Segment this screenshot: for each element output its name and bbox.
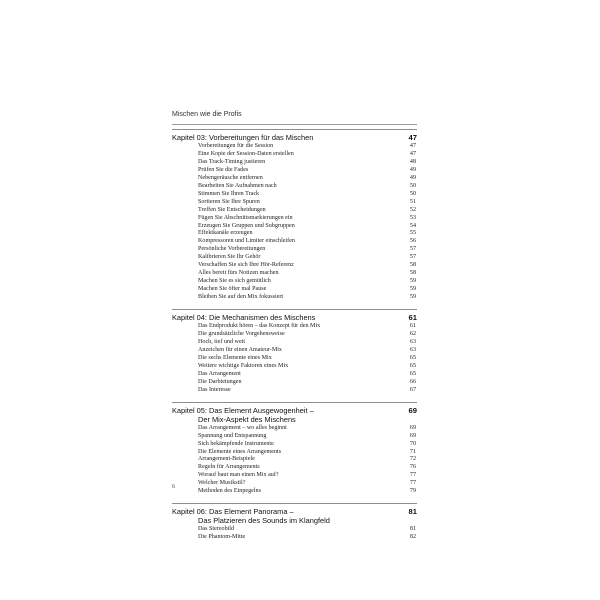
- header-rule: [172, 124, 417, 125]
- toc-entry[interactable]: [172, 488, 417, 496]
- toc-entry-page: 71: [409, 448, 416, 455]
- toc-entry[interactable]: [172, 151, 417, 159]
- toc-entry-label: Worauf baut man einen Mix auf?: [198, 472, 279, 479]
- chapter-divider: [172, 402, 417, 403]
- toc-entry-page: 65: [409, 354, 416, 361]
- toc-entry-label: Bleiben Sie auf den Mix fokussiert: [198, 294, 284, 301]
- toc-entry-page: 47: [409, 150, 416, 157]
- toc-entry-label: Das Endprodukt hören – das Konzept für den Mix: [198, 323, 321, 330]
- toc-entry[interactable]: [172, 294, 417, 302]
- chapter-title: Kapitel 05: Das Element Ausgewogenheit –: [172, 405, 314, 415]
- toc-entry-label: Kompressoren und Limiter einschleifen: [198, 238, 295, 245]
- toc-entry-page: 65: [409, 370, 416, 377]
- toc-entry[interactable]: [172, 449, 417, 457]
- toc-entry-page: 82: [409, 534, 416, 541]
- toc-entry-label: Alles bereit fürs Notizen machen: [198, 270, 279, 277]
- toc-entry-page: 77: [409, 472, 416, 479]
- toc-entry-page: 66: [409, 378, 416, 385]
- toc-entry-label: Hoch, tief und weit: [198, 338, 246, 345]
- toc-entry[interactable]: [172, 441, 417, 449]
- toc-entry-page: 57: [409, 254, 416, 261]
- toc-entry-page: 51: [409, 198, 416, 205]
- toc-entry-label: Methoden des Einpegelns: [198, 488, 261, 495]
- section-list: [172, 425, 417, 497]
- chapter-title: Kapitel 03: Vorbereitungen für das Mischen: [172, 133, 314, 142]
- chapter-title: Kapitel 06: Das Element Panorama –: [172, 507, 294, 517]
- chapter-page-number: 47: [408, 133, 417, 142]
- toc-entry-label: Persönliche Vorbereitungen: [198, 246, 266, 253]
- toc-entry-label: Erzeugen Sie Gruppen und Subgruppen: [198, 222, 295, 229]
- chapter-section: [172, 402, 417, 497]
- toc-entry[interactable]: [172, 355, 417, 363]
- toc-entry-label: Das Arrangement: [198, 370, 241, 377]
- toc-entry-label: Kalibrieren Sie Ihr Gehör: [198, 254, 261, 261]
- chapter-page-number: 61: [408, 313, 417, 323]
- toc-entry-page: 81: [409, 526, 416, 533]
- chapter-page-number: 81: [408, 507, 417, 517]
- toc-entry[interactable]: [172, 371, 417, 379]
- chapter-page-number: 69: [408, 405, 417, 415]
- toc-entry[interactable]: [172, 387, 417, 395]
- toc-entry-page: 70: [409, 440, 416, 447]
- toc-entry-page: 65: [409, 362, 416, 369]
- toc-entry[interactable]: [172, 480, 417, 488]
- toc-entry-label: Eine Kopie der Session-Daten erstellen: [198, 150, 294, 157]
- toc-entry-label: Arrangement-Beispiele: [198, 456, 255, 463]
- toc-entry-page: 55: [409, 230, 416, 237]
- toc-entry-page: 59: [409, 294, 416, 301]
- toc-entry-label: Bearbeiten Sie Aufnahmen nach: [198, 182, 277, 189]
- toc-entry-page: 52: [409, 206, 416, 213]
- toc-entry-page: 59: [409, 286, 416, 293]
- toc-entry[interactable]: [172, 278, 417, 286]
- toc-entry-label: Das Arrangement – wo alles beginnt: [198, 424, 287, 431]
- chapter-heading[interactable]: [172, 507, 417, 525]
- toc-entry-page: 48: [409, 158, 416, 165]
- toc-entry-page: 63: [409, 346, 416, 353]
- toc-entry-page: 72: [409, 456, 416, 463]
- toc-entry-label: Die sechs Elemente eines Mix: [198, 354, 272, 361]
- toc-entry-page: 59: [409, 278, 416, 285]
- toc-entry-page: 54: [409, 222, 416, 229]
- toc-entry[interactable]: [172, 363, 417, 371]
- toc-entry[interactable]: [172, 270, 417, 278]
- toc-entry-label: Machen Sie öfter mal Pause: [198, 286, 267, 293]
- toc-entry-page: 58: [409, 262, 416, 269]
- toc-entry[interactable]: [172, 159, 417, 167]
- toc-entry-page: 77: [409, 480, 416, 487]
- toc-entry[interactable]: [172, 191, 417, 199]
- toc-entry[interactable]: [172, 183, 417, 191]
- toc-entry-label: Das Interesse: [198, 386, 231, 393]
- chapter-heading[interactable]: [172, 133, 417, 142]
- section-list: [172, 143, 417, 302]
- chapter-divider: [172, 503, 417, 504]
- toc-entry-page: 62: [409, 331, 416, 338]
- toc-entry-label: Anzeichen für einen Amateur-Mix: [198, 346, 282, 353]
- toc-entry[interactable]: [172, 246, 417, 254]
- toc-entry[interactable]: [172, 347, 417, 355]
- toc-entry[interactable]: [172, 143, 417, 151]
- chapter-title: Kapitel 04: Die Mechanismen des Mischens: [172, 313, 316, 323]
- toc-entry-page: 63: [409, 338, 416, 345]
- toc-entry-page: 57: [409, 246, 416, 253]
- toc-entry-label: Das Stereobild: [198, 526, 235, 533]
- toc-entry-page: 76: [409, 464, 416, 471]
- toc-entry-label: Stimmen Sie Ihren Track: [198, 190, 260, 197]
- toc-entry-label: Verschaffen Sie sich Ihre Hör-Referenz: [198, 262, 294, 269]
- toc-entry-page: 79: [409, 488, 416, 495]
- toc-entry[interactable]: [172, 433, 417, 441]
- toc-entry-label: Treffen Sie Entscheidungen: [198, 206, 266, 213]
- toc-entry-page: 56: [409, 238, 416, 245]
- toc-entry[interactable]: [172, 472, 417, 480]
- toc-entry[interactable]: [172, 534, 417, 542]
- chapter-divider: [172, 129, 417, 130]
- toc-entry-label: Sich bekämpfende Instrumente: [198, 440, 274, 447]
- toc-entry-page: 49: [409, 174, 416, 181]
- toc-entry-label: Regeln für Arrangements: [198, 464, 260, 471]
- toc-entry-page: 49: [409, 166, 416, 173]
- toc-entry-page: 61: [409, 323, 416, 330]
- toc-entry-label: Die Phantom-Mitte: [198, 534, 246, 541]
- toc-entry-page: 50: [409, 190, 416, 197]
- toc-entry-label: Welcher Musikstil?: [198, 480, 246, 487]
- chapter-section: [172, 503, 417, 542]
- toc-entry-page: 69: [409, 432, 416, 439]
- toc-entry[interactable]: [172, 286, 417, 294]
- toc-entry-label: Die grundsätzliche Vorgehensweise: [198, 331, 285, 338]
- toc-entry-label: Effektkanäle erzeugen: [198, 230, 253, 237]
- toc-entry[interactable]: [172, 215, 417, 223]
- page-number: 6: [172, 484, 175, 490]
- section-list: [172, 526, 417, 542]
- chapter-divider: [172, 309, 417, 310]
- toc-entry[interactable]: [172, 425, 417, 433]
- toc-entry-label: Spannung und Entspannung: [198, 432, 267, 439]
- toc-entry-page: 50: [409, 182, 416, 189]
- toc-entry-label: Vorbereitungen für die Session: [198, 143, 274, 149]
- toc-entry[interactable]: [172, 207, 417, 215]
- toc-entry-page: 67: [409, 386, 416, 393]
- chapter-section: [172, 309, 417, 395]
- toc-entry-label: Machen Sie es sich gemütlich: [198, 278, 271, 285]
- toc-entry[interactable]: [172, 175, 417, 183]
- toc-entry-label: Die Darbietungen: [198, 378, 242, 385]
- toc-entry[interactable]: [172, 339, 417, 347]
- toc-entry-label: Nebengeräusche entfernen: [198, 174, 263, 181]
- toc-entry-label: Fügen Sie Abschnittsmarkierungen ein: [198, 214, 293, 221]
- table-of-contents: [172, 129, 417, 542]
- chapter-title-line2: Der Mix-Aspekt des Mischens: [198, 414, 296, 424]
- toc-entry-label: Die Elemente eines Arrangements: [198, 448, 282, 455]
- toc-entry[interactable]: [172, 379, 417, 387]
- toc-entry-page: 69: [409, 424, 416, 431]
- toc-entry[interactable]: [172, 323, 417, 331]
- toc-entry[interactable]: [172, 167, 417, 175]
- toc-entry-page: 53: [409, 214, 416, 221]
- toc-entry-label: Prüfen Sie die Fades: [198, 166, 249, 173]
- chapter-heading[interactable]: [172, 313, 417, 322]
- toc-entry[interactable]: [172, 238, 417, 246]
- chapter-heading[interactable]: [172, 406, 417, 424]
- toc-entry-label: Sortieren Sie Ihre Spuren: [198, 198, 260, 205]
- chapter-title-line2: Das Platzieren des Sounds im Klangfeld: [198, 516, 330, 526]
- toc-entry[interactable]: [172, 526, 417, 534]
- section-list: [172, 323, 417, 395]
- toc-entry-page: 58: [409, 270, 416, 277]
- toc-entry-page: 47: [409, 143, 416, 149]
- chapter-section: [172, 129, 417, 302]
- running-head: Mischen wie die Profis: [172, 111, 242, 118]
- toc-entry[interactable]: [172, 331, 417, 339]
- toc-entry-label: Das Track-Timing justieren: [198, 158, 266, 165]
- toc-entry[interactable]: [172, 199, 417, 207]
- toc-entry-label: Weitere wichtige Faktoren eines Mix: [198, 362, 289, 369]
